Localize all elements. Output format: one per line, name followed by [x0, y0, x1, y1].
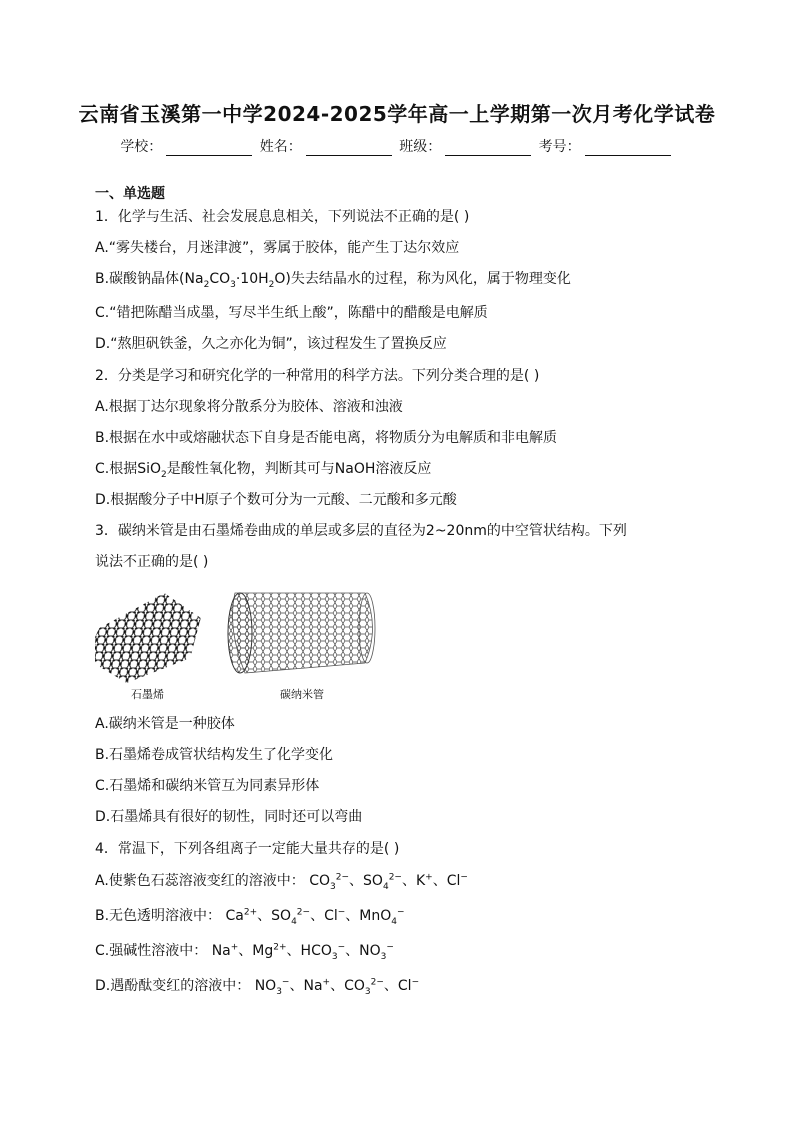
q2-option-d: D.根据酸分子中H原子个数可分为一元酸、二元酸和多元酸 — [95, 492, 457, 508]
number-blank[interactable] — [585, 141, 671, 156]
q3-option-d: D.石墨烯具有很好的韧性，同时还可以弯曲 — [95, 809, 363, 825]
q3-stem-line1: 3．碳纳米管是由石墨烯卷曲成的单层或多层的直径为2~20nm的中空管状结构。下列 — [95, 523, 627, 539]
q3-option-b: B.石墨烯卷成管状结构发生了化学变化 — [95, 747, 334, 763]
q4-option-c: C.强碱性溶液中： Na+、$Mg^{2+}$、$HCO_3^-$、$NO_3^-$ — [95, 942, 394, 962]
graphene-caption: 石墨烯 — [131, 688, 164, 701]
section-heading: 一、单选题 — [95, 186, 165, 202]
nanotube-caption: 碳纳米管 — [280, 688, 324, 701]
q1-stem: 1．化学与生活、社会发展息息相关，下列说法不正确的是( ) — [95, 209, 470, 225]
q2-option-b: B.根据在水中或熔融状态下自身是否能电离，将物质分为电解质和非电解质 — [95, 430, 558, 446]
graphene-nanotube-image — [95, 578, 395, 703]
q4-stem: 4．常温下，下列各组离子一定能大量共存的是( ) — [95, 841, 400, 857]
graphene-nanotube-figure — [95, 578, 395, 703]
page-title: 云南省玉溪第一中学2024-2025学年高一上学期第一次月考化学试卷 — [78, 102, 716, 126]
q1-option-c: C.“错把陈醋当成墨，写尽半生纸上酸”，陈醋中的醋酸是电解质 — [95, 305, 488, 321]
q1-option-b: B.碳酸钠晶体$(Na_2CO_3\cdot 10H_2O)$失去结晶水的过程，称为风化，属于物理变化 — [95, 271, 571, 290]
school-label: 学校： — [120, 139, 163, 155]
q2-option-c: C.根据SiO$_2$是酸性氧化物，判断其可与NaOH溶液反应 — [95, 461, 432, 480]
q2-option-a: A.根据丁达尔现象将分散系分为胶体、溶液和浊液 — [95, 399, 403, 415]
q1-option-d: D.“熬胆矾铁釜，久之亦化为铜”，该过程发生了置换反应 — [95, 336, 447, 352]
q4-option-d: D.遇酚酞变红的溶液中： $NO_3^-$、Na+、$CO_3^{2-}$、Cl− — [95, 977, 420, 997]
name-blank[interactable] — [306, 141, 392, 156]
q2-stem: 2．分类是学习和研究化学的一种常用的科学方法。下列分类合理的是( ) — [95, 368, 540, 384]
q3-option-c: C.石墨烯和碳纳米管互为同素异形体 — [95, 778, 320, 794]
q3-stem-line2: 说法不正确的是( ) — [95, 554, 209, 570]
q1-option-a: A.“雾失楼台，月迷津渡”，雾属于胶体，能产生丁达尔效应 — [95, 240, 460, 256]
q4-option-b: B.无色透明溶液中： $Ca^{2+}$、$SO_4^{2-}$、Cl−、MnO$_4$− — [95, 907, 405, 927]
q3-option-a: A.碳纳米管是一种胶体 — [95, 716, 235, 732]
number-label: 考号： — [538, 139, 581, 155]
name-label: 姓名： — [259, 139, 302, 155]
class-label: 班级： — [399, 139, 442, 155]
class-blank[interactable] — [445, 141, 531, 156]
student-info-row — [0, 136, 794, 156]
q4-option-a: A.使紫色石蕊溶液变红的溶液中： $CO_3^{2-}$、$SO_4^{2-}$、K+、Cl− — [95, 872, 468, 892]
school-blank[interactable] — [166, 141, 252, 156]
